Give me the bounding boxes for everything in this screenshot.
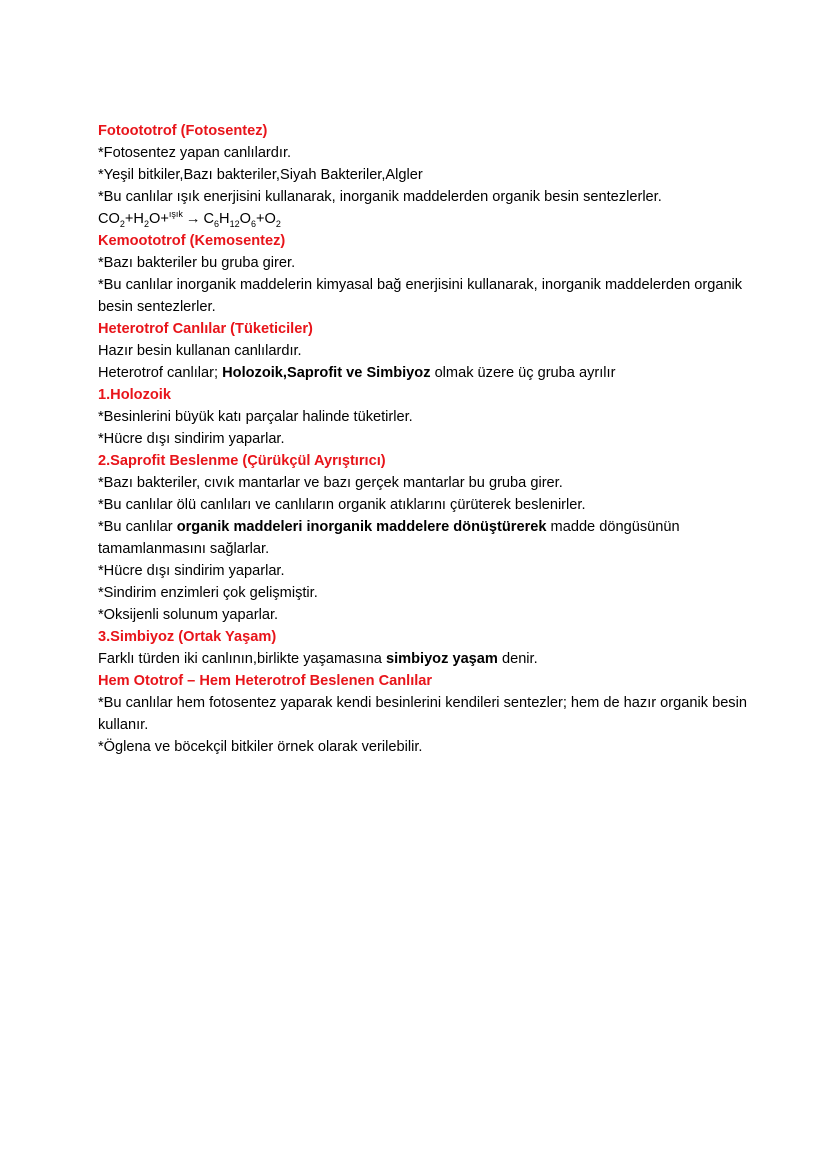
document-body xyxy=(98,120,778,758)
equation-subscript: 6 xyxy=(214,218,220,229)
paragraph: *Hücre dışı sindirim yaparlar. xyxy=(98,431,285,447)
paragraph: *Öglena ve böcekçil bitkiler örnek olarak verilebilir. xyxy=(98,739,423,755)
equation-part: O+ xyxy=(148,211,169,227)
heading-heterotrof: Heterotrof Canlılar (Tüketiciler) xyxy=(98,321,313,337)
equation-subscript: 2 xyxy=(275,218,281,229)
bold-text: organik maddeleri inorganik maddelere dönüştürerek xyxy=(176,519,547,535)
text-run: madde döngüsünün tamamlanmasını sağlarlar. xyxy=(98,519,680,557)
text-run: denir. xyxy=(497,651,538,667)
paragraph: *Hücre dışı sindirim yaparlar. xyxy=(98,563,285,579)
paragraph: *Bu canlılar ışık enerjisini kullanarak, inorganik maddelerden organik besin sentezlerler. xyxy=(98,189,662,205)
heading-fotoototrof: Fotoototrof (Fotosentez) xyxy=(98,123,268,139)
paragraph: *Bu canlılar hem fotosentez yaparak kendi besinlerini kendileri sentezler; hem de hazır organik besin kullanır. xyxy=(98,695,747,733)
paragraph: *Bazı bakteriler, cıvık mantarlar ve bazı gerçek mantarlar bu gruba girer. xyxy=(98,475,563,491)
heading-kemoototrof: Kemoototrof (Kemosentez) xyxy=(98,233,286,249)
text-run: *Bu canlılar xyxy=(98,519,177,535)
paragraph: *Bazı bakteriler bu gruba girer. xyxy=(98,255,296,271)
heading-simbiyoz: 3.Simbiyoz (Ortak Yaşam) xyxy=(98,629,277,645)
text-run: olmak üzere üç gruba ayrılır xyxy=(430,365,616,381)
equation-part: O xyxy=(239,211,251,227)
paragraph: Hazır besin kullanan canlılardır. xyxy=(98,343,302,359)
heading-holozoik: 1.Holozoik xyxy=(98,387,171,403)
heading-saprofit: 2.Saprofit Beslenme (Çürükçül Ayrıştırıcı) xyxy=(98,453,386,469)
equation-part: C xyxy=(203,211,215,227)
equation-part: +O xyxy=(255,211,276,227)
paragraph: *Yeşil bitkiler,Bazı bakteriler,Siyah Bakteriler,Algler xyxy=(98,167,423,183)
paragraph: *Besinlerini büyük katı parçalar halinde tüketirler. xyxy=(98,409,413,425)
photosynthesis-equation xyxy=(98,208,778,230)
equation-subscript: 2 xyxy=(143,218,149,229)
paragraph: *Bu canlılar inorganik maddelerin kimyasal bağ enerjisini kullanarak, inorganik maddelerden organik besin sentezlerler. xyxy=(98,277,743,315)
paragraph: *Sindirim enzimleri çok gelişmiştir. xyxy=(98,585,318,601)
equation-subscript: 6 xyxy=(250,218,256,229)
equation-subscript: 12 xyxy=(229,218,240,229)
equation-subscript: 2 xyxy=(119,218,125,229)
paragraph xyxy=(98,648,778,670)
text-run: Farklı türden iki canlının,birlikte yaşamasına xyxy=(98,651,386,667)
equation-part: CO xyxy=(98,211,120,227)
paragraph xyxy=(98,362,778,384)
paragraph: *Fotosentez yapan canlılardır. xyxy=(98,145,292,161)
equation-part: H xyxy=(219,211,230,227)
text-run: Heterotrof canlılar; xyxy=(98,365,223,381)
paragraph xyxy=(98,516,778,560)
paragraph: *Oksijenli solunum yaparlar. xyxy=(98,607,279,623)
bold-text: simbiyoz yaşam xyxy=(385,651,498,667)
equation-superscript: ışık xyxy=(168,209,183,220)
arrow-icon: → xyxy=(185,211,201,227)
bold-text: Holozoik,Saprofit ve Simbiyoz xyxy=(222,365,431,381)
paragraph: *Bu canlılar ölü canlıları ve canlıların organik atıklarını çürüterek beslenirler. xyxy=(98,497,586,513)
equation-part: +H xyxy=(124,211,144,227)
heading-hem-ototrof: Hem Ototrof – Hem Heterotrof Beslenen Canlılar xyxy=(98,673,433,689)
